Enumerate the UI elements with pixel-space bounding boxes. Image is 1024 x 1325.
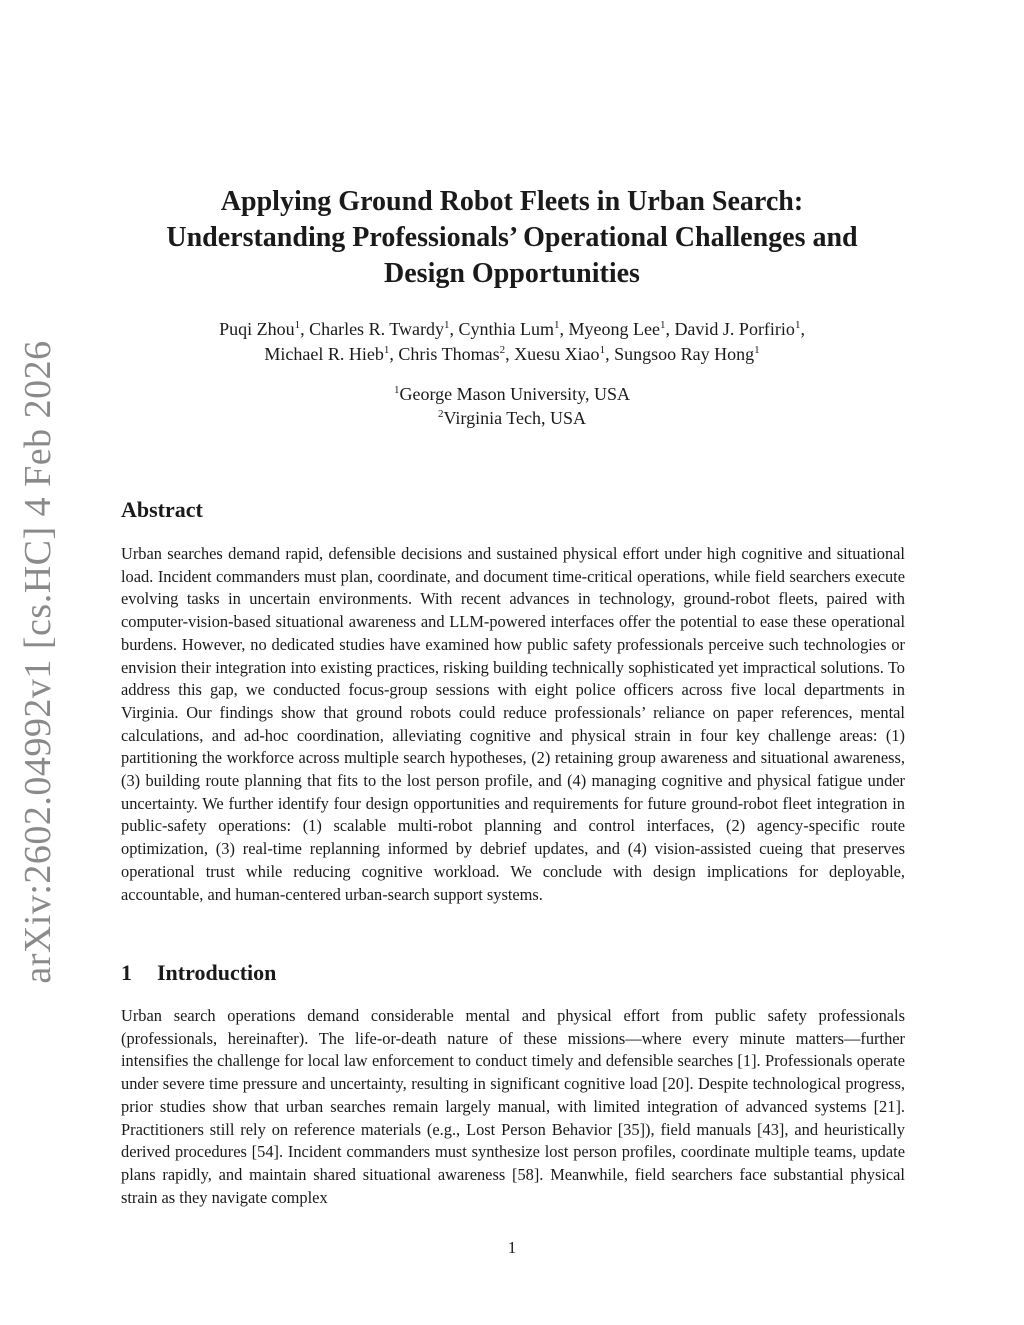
author-separator: , (389, 344, 399, 364)
affiliation-mark: 1 (394, 384, 400, 396)
title-line-1: Applying Ground Robot Fleets in Urban Search: (220, 186, 804, 217)
author-name: Xuesu Xiao (514, 344, 600, 364)
author-name: Puqi Zhou (219, 319, 295, 339)
author-affiliation-mark: 1 (383, 344, 390, 356)
author-affiliation-mark: 1 (553, 319, 560, 331)
affiliation-item (112, 382, 912, 406)
author-affiliation-mark: 1 (599, 344, 606, 356)
author-name: David J. Porfirio (674, 319, 795, 339)
arxiv-identifier-stamp: arXiv:2602.04992v1 [cs.HC] 4 Feb 2026 (17, 340, 59, 984)
title-line-2: Understanding Professionals’ Operational Challenges and (166, 222, 858, 253)
author-affiliation-mark: 1 (294, 319, 301, 331)
author-line-2 (112, 342, 912, 367)
introduction-body: Urban search operations demand considerable mental and physical effort from public safety professionals (professionals, hereinafter). The life-or-death nature of these missions—where every minute matters—further intensifies the challenge for local law enforcement to conduct timely and defensible searches [1]. Professionals operate under severe time pressure and uncertainty, resulting in significant cognitive load [20]. Despite technological progress, prior studies show that urban searches remain largely manual, with limited integration of advanced systems [21]. Practitioners still rely on reference materials (e.g., Lost Person Behavior [35]), field manuals [43], and heuristically derived procedures [54]. Incident commanders must synthesize lost person profiles, coordinate multiple teams, update plans rapidly, and maintain shared situational awareness [58]. Meanwhile, field searchers face substantial physical strain as they navigate complex (121, 1006, 905, 1207)
author-name: Charles R. Twardy (309, 319, 444, 339)
author-separator: , (300, 319, 310, 339)
paper-title (112, 184, 912, 292)
author-separator: , (449, 319, 459, 339)
author-separator: , (605, 344, 615, 364)
author-affiliation-mark: 1 (659, 319, 666, 331)
page-number: 1 (507, 1238, 517, 1257)
section-title: Introduction (157, 960, 277, 985)
author-line-1 (112, 317, 912, 342)
section-number: 1 (121, 960, 132, 985)
author-name: Cynthia Lum (458, 319, 554, 339)
author-separator: , (559, 319, 569, 339)
author-separator: , (800, 319, 805, 339)
author-name: Chris Thomas (398, 344, 500, 364)
author-affiliation-mark: 1 (754, 344, 760, 356)
introduction-heading (121, 960, 276, 986)
author-affiliation-mark: 2 (499, 344, 506, 356)
affiliation-name: George Mason University, USA (399, 384, 630, 404)
author-name: Sungsoo Ray Hong (614, 344, 755, 364)
abstract-heading: Abstract (121, 497, 203, 522)
author-name: Myeong Lee (568, 319, 660, 339)
author-affiliation-mark: 1 (794, 319, 801, 331)
affiliation-item (112, 406, 912, 430)
affiliation-mark: 2 (438, 408, 444, 420)
affiliation-name: Virginia Tech, USA (443, 408, 586, 428)
author-separator: , (505, 344, 515, 364)
author-separator: , (665, 319, 675, 339)
title-line-3: Design Opportunities (384, 258, 640, 289)
author-name: Michael R. Hieb (264, 344, 384, 364)
abstract-body: Urban searches demand rapid, defensible decisions and sustained physical effort under high cognitive and situational load. Incident commanders must plan, coordinate, and document time-critical operations, while field searchers execute evolving tasks in uncertain environments. With recent advances in technology, ground-robot fleets, paired with computer-vision-based situational awareness and LLM-powered interfaces offer the potential to ease these operational burdens. However, no dedicated studies have examined how public safety professionals perceive such technologies or envision their integration into existing practices, risking building technically sophisticated yet impractical solutions. To address this gap, we conducted focus-group sessions with eight police officers across five local departments in Virginia. Our findings show that ground robots could reduce professionals’ reliance on paper references, mental calculations, and ad-hoc coordination, alleviating cognitive and physical strain in four key challenge areas: (1) partitioning the workforce across multiple search hypotheses, (2) retaining group awareness and situational awareness, (3) building route planning that fits to the lost person profile, and (4) managing cognitive and physical fatigue under uncertainty. We further identify four design opportunities and requirements for future ground-robot fleet integration in public-safety operations: (1) scalable multi-robot planning and control interfaces, (2) agency-specific route optimization, (3) real-time replanning informed by debrief updates, and (4) vision-assisted cueing that preserves operational trust while reducing cognitive workload. We conclude with design implications for deployable, accountable, and human-centered urban-search support systems. (121, 544, 905, 904)
author-affiliation-mark: 1 (443, 319, 450, 331)
author-list (112, 317, 912, 367)
affiliation-list (112, 382, 912, 430)
